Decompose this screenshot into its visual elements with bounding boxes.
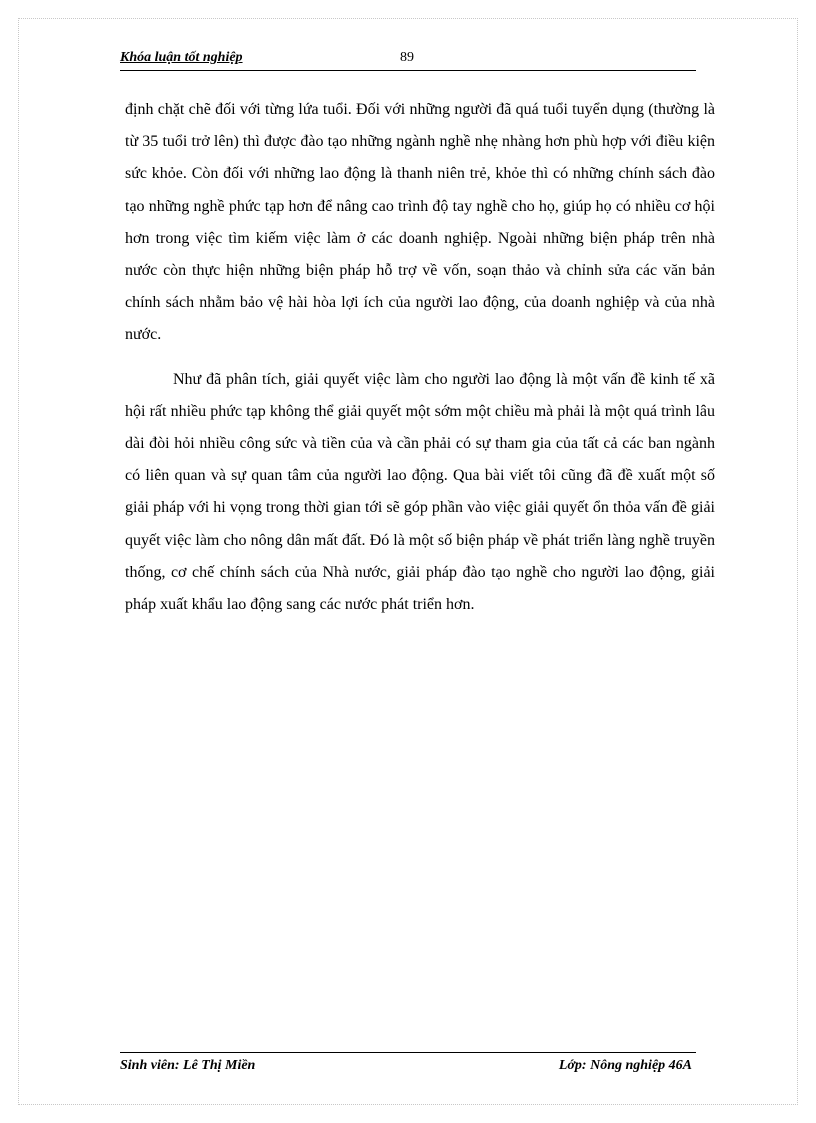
paragraph-continuation: định chặt chẽ đối với từng lứa tuổi. Đối với những người đã quá tuổi tuyển dụng (thường là từ 35 tuổi trở lên) thì được đào tạo những ngành nghề nhẹ nhàng hơn phù hợp với điều kiện sức khỏe. Còn đối với những lao động là thanh niên trẻ, khỏe thì có những chính sách đào tạo những nghề phức tạp hơn để nâng cao trình độ tay nghề cho họ, giúp họ có nhiều cơ hội hơn trong việc tìm kiếm việc làm ở các doanh nghiệp. Ngoài những biện pháp trên nhà nước còn thực hiện những biện pháp hỗ trợ về vốn, soạn thảo và chỉnh sửa các văn bản chính sách nhằm bảo vệ hài hòa lợi ích của người lao động, của doanh nghiệp và của nhà nước. bbox=[125, 101, 715, 344]
document-body bbox=[125, 94, 715, 621]
paragraph-conclusion: Như đã phân tích, giải quyết việc làm cho người lao động là một vấn đề kinh tế xã hội rất nhiều phức tạp không thể giải quyết một sớm một chiều mà phải là một quá trình lâu dài đòi hỏi nhiều công sức và tiền của và cần phải có sự tham gia của tất cả các ban ngành có liên quan và sự quan tâm của người lao động. Qua bài viết tôi cũng đã đề xuất một số giải pháp với hi vọng trong thời gian tới sẽ góp phần vào việc giải quyết ổn thỏa vấn đề giải quyết việc làm cho nông dân mất đất. Đó là một số biện pháp về phát triển làng nghề truyền thống, cơ chế chính sách của Nhà nước, giải pháp đào tạo nghề cho người lao động, giải pháp xuất khẩu lao động sang các nước phát triển hơn. bbox=[125, 370, 715, 614]
header-title: Khóa luận tốt nghiệp bbox=[120, 50, 243, 65]
footer-student-name: Sinh viên: Lê Thị Miền bbox=[120, 1058, 256, 1073]
page-header bbox=[120, 50, 696, 71]
footer-class: Lớp: Nông nghiệp 46A bbox=[558, 1058, 692, 1073]
page-number: 89 bbox=[400, 50, 414, 65]
page-footer bbox=[120, 1052, 696, 1075]
